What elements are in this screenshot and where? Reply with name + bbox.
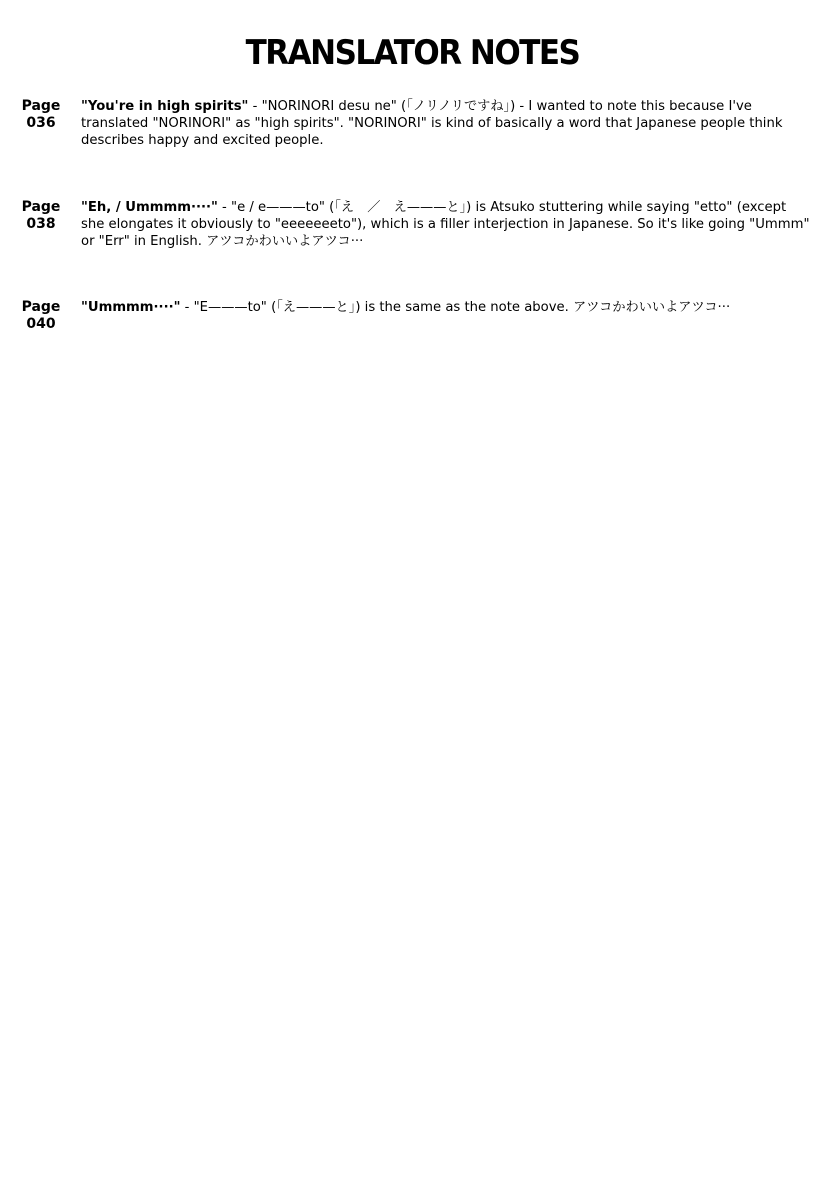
page-reference	[18, 299, 64, 333]
page-title: TRANSLATOR NOTES	[245, 34, 580, 73]
page-number: 040	[26, 316, 56, 332]
note-term: "You're in high spirits"	[81, 99, 249, 114]
note-explanation: - "E———to" (「え———と」) is the same as the note above. アツコかわいいよアツコ···	[180, 300, 731, 315]
page-label: Page	[21, 299, 61, 315]
note-text	[81, 98, 811, 149]
note-text	[81, 299, 811, 316]
page-number: 038	[26, 216, 56, 232]
page-label: Page	[21, 199, 61, 215]
page-label: Page	[21, 98, 61, 114]
page-number: 036	[26, 115, 56, 131]
note-explanation: - "NORINORI desu ne" (「ノリノリですね」) - I wanted to note this because I've translated "NORINORI" as "high spirits". "NORINORI" is kind of basically a word that Japanese people think describes happy and excited people.	[81, 99, 783, 148]
page-reference	[18, 98, 64, 132]
note-term: "Eh, / Ummmm····"	[81, 200, 218, 215]
note-term: "Ummmm····"	[81, 300, 181, 315]
note-text	[81, 199, 811, 250]
page-reference	[18, 199, 64, 233]
note-explanation: - "e / e———to" (「え ／ え———と」) is Atsuko stuttering while saying "etto" (except she elongates it obviously to "eeeeeeeto"), which is a filler interjection in Japanese. So it's like going "Ummm" or "Err" in English. アツコかわいいよアツコ···	[81, 200, 810, 249]
